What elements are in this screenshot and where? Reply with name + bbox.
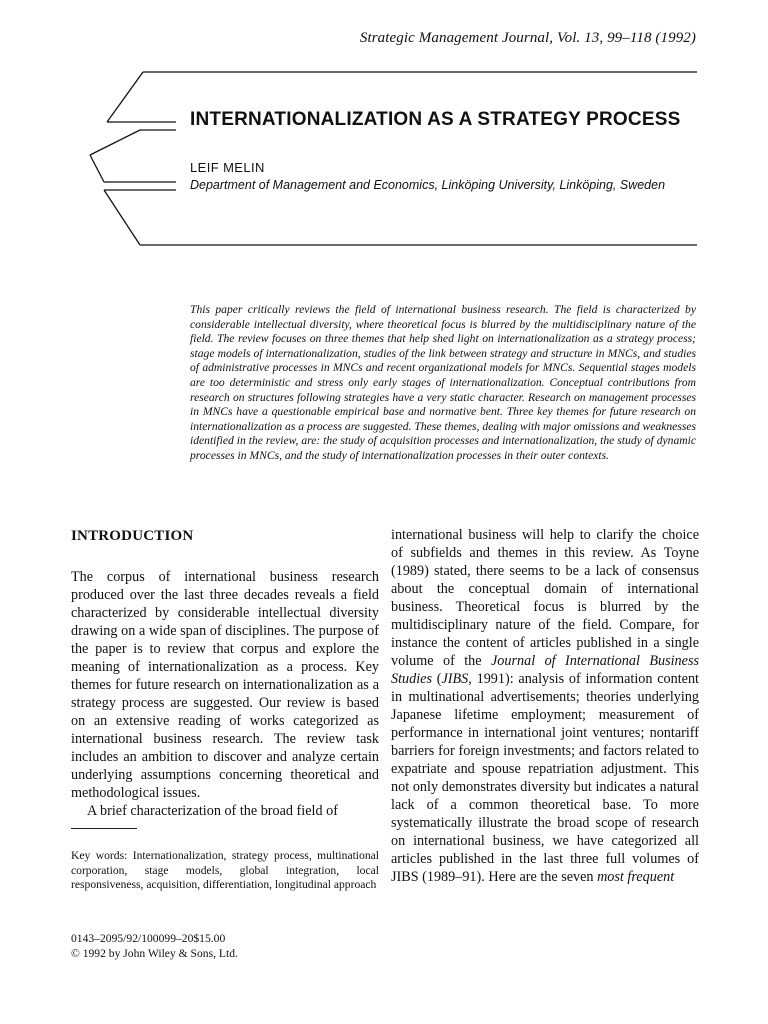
body-text: (	[431, 671, 442, 687]
journal-name: Journal of International Business Studies	[391, 653, 699, 687]
article-title: INTERNATIONALIZATION AS A STRATEGY PROCESS	[190, 109, 681, 130]
copyright-block	[71, 931, 379, 961]
body-text: international business will help to clarify the choice of subfields and themes in this review. As Toyne (1989) stated, there seems to be a lack of consensus about the conceptual domain of international business. Theoretical focus is blurred by the multidisciplinary nature of the field. Compare, for instance the content of articles published in a single volume of the	[391, 527, 699, 669]
body-text: , 1991): analysis of information content in multinational advertisements; theories underlying Japanese lifetime employment; measurement of performance in international joint ventures; nontariff barriers for foreign investments; and factors related to expatriate and spouse repatriation adjustment. This not only demonstrates diversity but indicates a natural lack of a common theoretical base. To more systematically illustrate the broad scope of research on international business, we have categorized all articles published in the last three full volumes of JIBS (1989–91). Here are the seven	[391, 671, 699, 885]
author-affiliation: Department of Management and Economics, Linköping University, Linköping, Sweden	[190, 178, 666, 192]
copyright-notice: © 1992 by John Wiley & Sons, Ltd.	[71, 947, 238, 960]
abstract: This paper critically reviews the field of international business research. The field is characterized by considerable intellectual diversity, where theoretical focus is blurred by the multidisciplinary nature of the field. The review focuses on three themes that help shed light on internationalization as a strategy process; stage models of internationalization, studies of the link between strategy and structure in MNCs, and studies of administrative processes in MNCs and recent organizational models for MNCs. Sequential stages models are too deterministic and stress only early stages of internationalization. Conceptual contributions from research on structures following strategies have a very static character. Research on management processes in MNCs have a questionable empirical base and normative bent. Three key themes for future research on internationalization as a process are suggested. These themes, dealing with major omissions and weaknesses identified in the review, are: the study of acquisition processes and internationalization, the study of dynamic processes in MNCs, and the study of internationalization processes in their outer contexts.	[190, 303, 696, 462]
intro-paragraph: The corpus of international business research produced over the last three decades reveals a field characterized by considerable intellectual diversity drawing on a wide span of disciplines. The purpose of the paper is to review that corpus and explore the meaning of internationalization as a process. Key themes for future research on internationalization as a strategy process are suggested. Our review is based on an extensive reading of works categorized as international business research. The review task includes an ambition to discover and analyze certain underlying assumptions concerning theoretical and methodological issues.	[71, 569, 379, 801]
emphasis-text: most frequent	[597, 869, 675, 885]
footnote-divider	[71, 828, 137, 829]
journal-abbreviation: JIBS	[441, 671, 469, 687]
keywords: Key words: Internationalization, strategy process, multinational corporation, stage models, global integration, local responsiveness, acquisition, differentiation, longitudinal approach	[71, 849, 379, 892]
section-heading-introduction: INTRODUCTION	[71, 528, 194, 544]
author-name: LEIF MELIN	[190, 160, 265, 175]
body-paragraph	[391, 526, 699, 886]
right-column	[391, 526, 699, 886]
intro-paragraph-continued: A brief characterization of the broad field of	[87, 803, 338, 819]
left-column	[71, 526, 379, 820]
issn-code: 0143–2095/92/100099–20$15.00	[71, 932, 226, 945]
journal-reference: Strategic Management Journal, Vol. 13, 99–118 (1992)	[359, 30, 696, 46]
